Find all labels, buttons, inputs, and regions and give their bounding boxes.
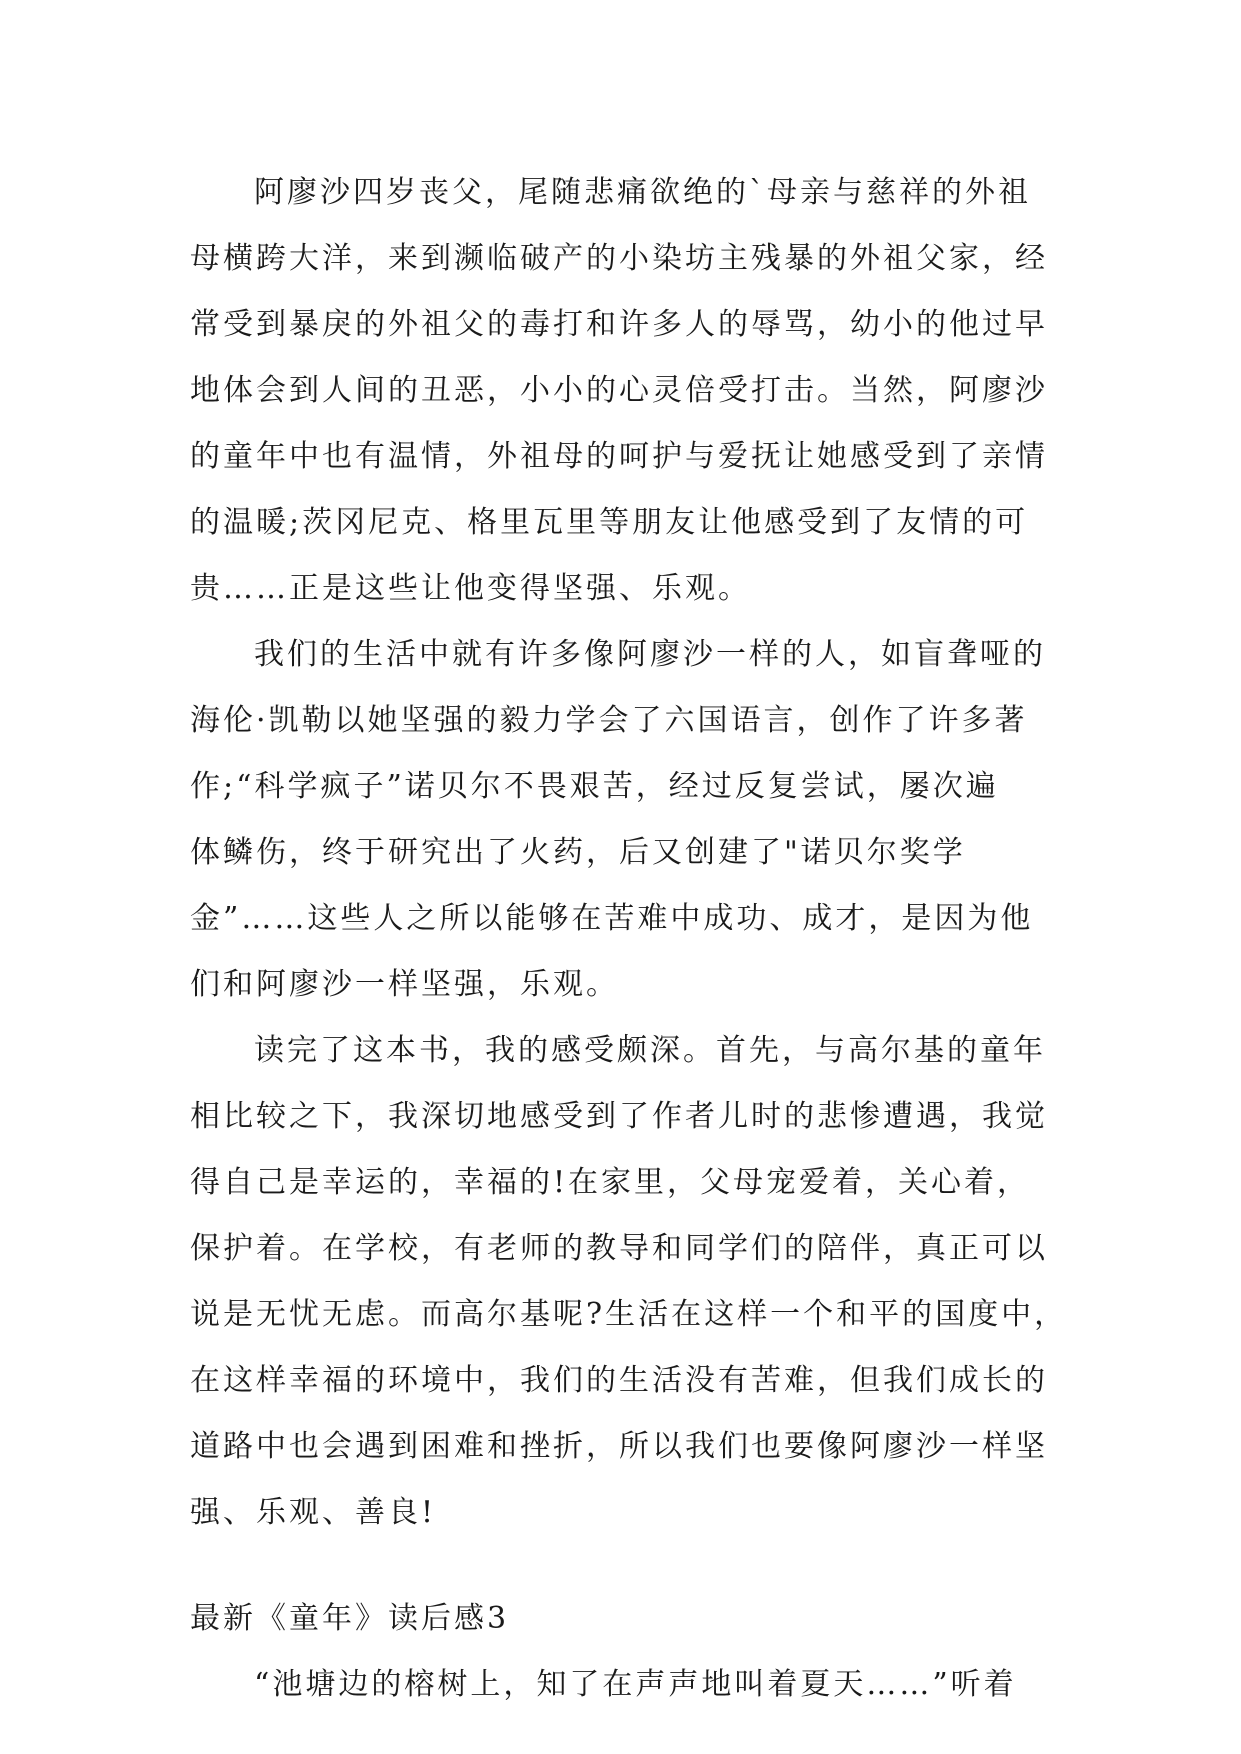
text-line: 金”……这些人之所以能够在苦难中成功、成才，是因为他 [190,901,1034,936]
text-line: 贵……正是这些让他变得坚强、乐观。 [190,571,751,606]
document-body [190,160,1068,1718]
paragraph [190,622,1050,1018]
text-line: 强、乐观、善良! [190,1495,437,1530]
text-line: 道路中也会遇到困难和挫折，所以我们也要像阿廖沙一样坚 [190,1429,1048,1464]
text-line: 在这样幸福的环境中，我们的生活没有苦难，但我们成长的 [190,1363,1048,1398]
text-line: 母横跨大洋，来到濒临破产的小染坊主残暴的外祖父家，经 [190,241,1048,276]
paragraph [190,1018,1068,1546]
text-line: 相比较之下，我深切地感受到了作者儿时的悲惨遭遇，我觉 [190,1099,1048,1134]
text-line: 地体会到人间的丑恶，小小的心灵倍受打击。当然，阿廖沙 [190,373,1048,408]
text-line: 阿廖沙四岁丧父，尾随悲痛欲绝的`母亲与慈祥的外祖 [254,175,1031,210]
text-line: 海伦·凯勒以她坚强的毅力学会了六国语言，创作了许多著 [190,703,1028,738]
text-line: “池塘边的榕树上，知了在声声地叫着夏天……”听着 [254,1667,1017,1702]
text-line: 们和阿廖沙一样坚强，乐观。 [190,967,619,1002]
text-line: 作;“科学疯子”诺贝尔不畏艰苦，经过反复尝试，屡次遍 [190,769,999,804]
text-line: 说是无忧无虑。而高尔基呢?生活在这样一个和平的国度中， [190,1297,1068,1332]
text-line: 我们的生活中就有许多像阿廖沙一样的人，如盲聋哑的 [254,637,1046,672]
section-heading: 最新《童年》读后感3 [190,1601,510,1636]
spacer [190,1546,1050,1586]
paragraph [190,1652,1050,1718]
text-line: 读完了这本书，我的感受颇深。首先，与高尔基的童年 [254,1033,1046,1068]
text-line: 的童年中也有温情，外祖母的呵护与爱抚让她感受到了亲情 [190,439,1048,474]
text-line: 的温暖;茨冈尼克、格里瓦里等朋友让他感受到了友情的可 [190,505,1029,540]
paragraph [190,160,1050,622]
text-line: 体鳞伤，终于研究出了火药，后又创建了"诺贝尔奖学 [190,835,966,870]
text-line: 常受到暴戾的外祖父的毒打和许多人的辱骂，幼小的他过早 [190,307,1048,342]
text-line: 保护着。在学校，有老师的教导和同学们的陪伴，真正可以 [190,1231,1048,1266]
text-line: 得自己是幸运的，幸福的!在家里，父母宠爱着，关心着， [190,1165,1031,1200]
